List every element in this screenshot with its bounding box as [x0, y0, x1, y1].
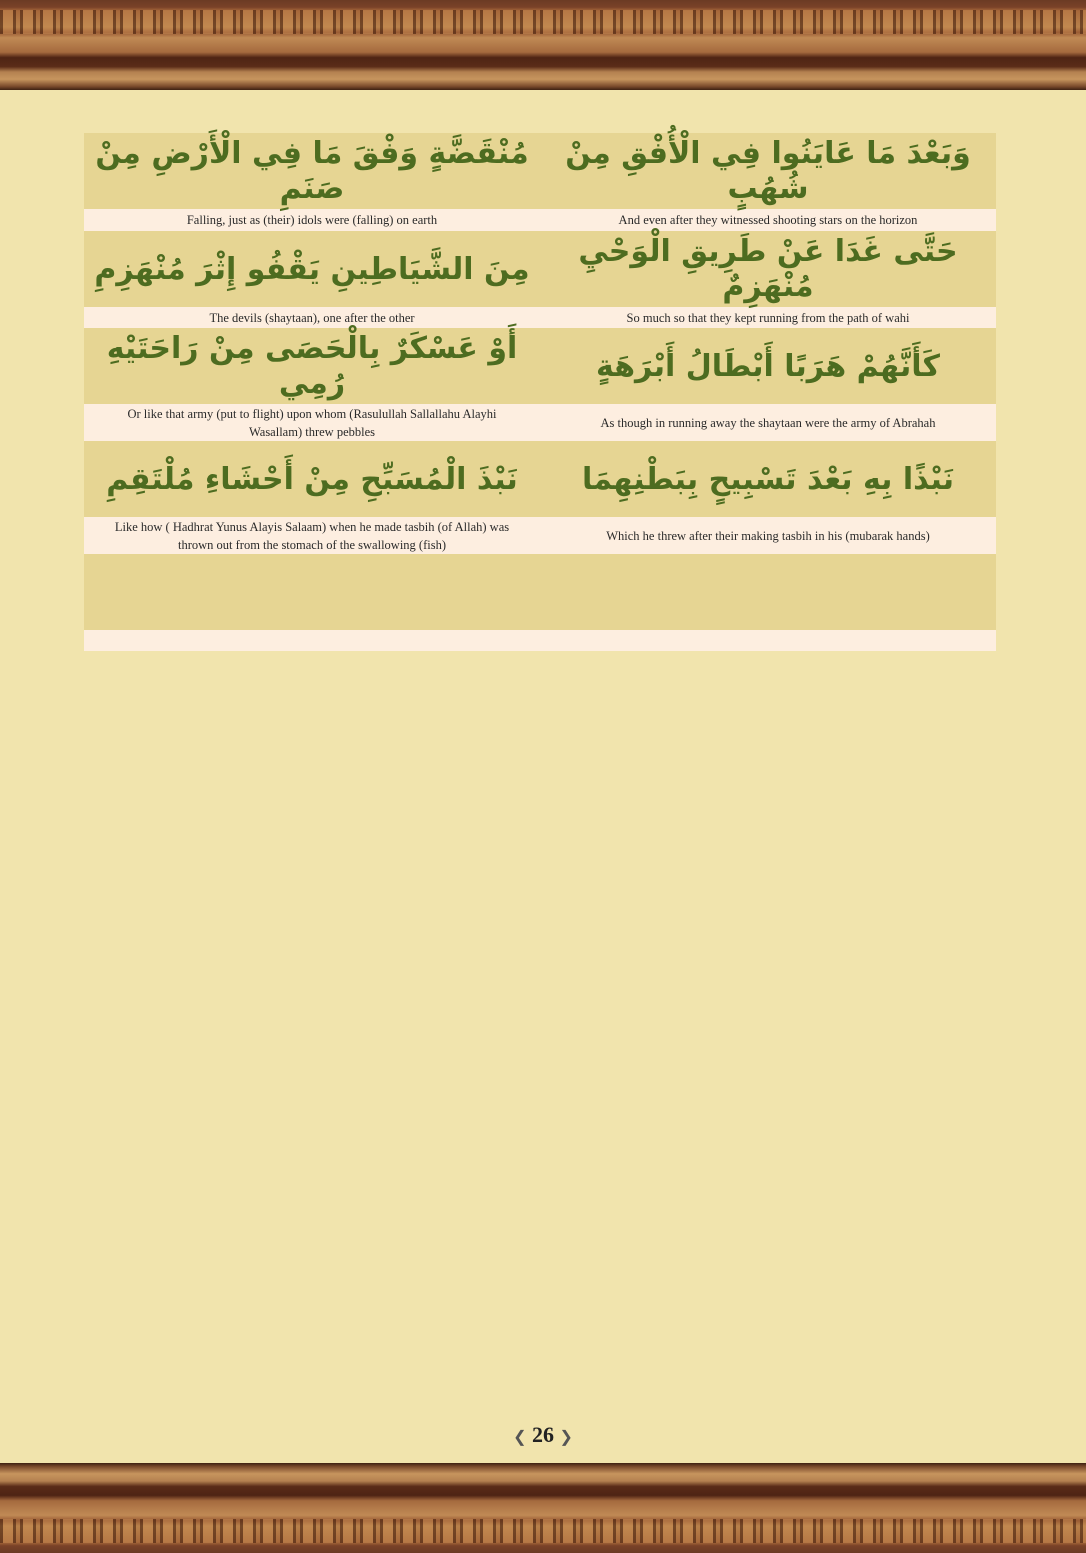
left-translation: The devils (shaytaan), one after the other: [209, 310, 415, 325]
arabic-row: [84, 441, 996, 517]
ornament-right-icon: ❯: [559, 1429, 573, 1446]
right-arabic-verse: كَأَنَّهُمْ هَرَبًا أَبْطَالُ أَبْرَهَةٍ: [596, 348, 940, 384]
empty-translation-row: [84, 630, 996, 651]
left-arabic-verse: نَبْذَ الْمُسَبِّحِ مِنْ أَحْشَاءِ مُلْتَقِمِ: [106, 461, 518, 497]
decorative-bottom-border: [0, 1463, 1086, 1553]
page-number-text: 26: [532, 1422, 554, 1447]
page-number: [0, 1422, 1086, 1448]
right-arabic-verse: حَتَّى غَدَا عَنْ طَرِيقِ الْوَحْيِ مُنْهَزِمٌ: [578, 234, 958, 304]
left-arabic-verse: مِنَ الشَّيَاطِينِ يَقْفُو إِثْرَ مُنْهَزِمِ: [94, 251, 530, 287]
verse-table: [84, 133, 996, 651]
right-arabic-verse: نَبْذًا بِهِ بَعْدَ تَسْبِيحٍ بِبَطْنِهِمَا: [582, 461, 954, 497]
empty-arabic-row: [84, 554, 996, 630]
arabic-row: [84, 231, 996, 307]
right-translation: As though in running away the shaytaan were the army of Abrahah: [600, 415, 936, 430]
right-translation: Which he threw after their making tasbih in his (mubarak hands): [606, 528, 930, 543]
left-arabic-verse: أَوْ عَسْكَرٌ بِالْحَصَى مِنْ رَاحَتَيْهِ رُمِي: [106, 331, 518, 401]
left-arabic-verse: مُنْقَضَّةٍ وَفْقَ مَا فِي الْأَرْضِ مِنْ صَنَمِ: [95, 136, 529, 206]
left-translation: Falling, just as (their) idols were (falling) on earth: [186, 213, 438, 227]
left-translation: Like how ( Hadhrat Yunus Alayis Salaam) when he made tasbih (of Allah) was thrown out from the stomach of the swallowing (fish): [114, 519, 510, 552]
right-arabic-verse: وَبَعْدَ مَا عَايَنُوا فِي الْأُفْقِ مِنْ شُهُبٍ: [565, 136, 971, 206]
right-translation: And even after they witnessed shooting stars on the horizon: [618, 213, 918, 227]
arabic-row: [84, 328, 996, 404]
translation-row: [84, 404, 996, 441]
translation-row: [84, 517, 996, 554]
left-translation: Or like that army (put to flight) upon whom (Rasulullah Sallallahu Alayhi Wasallam) threw pebbles: [127, 406, 497, 439]
decorative-top-border: [0, 0, 1086, 90]
translation-row: [84, 307, 996, 328]
arabic-row: [84, 133, 996, 209]
translation-row: [84, 209, 996, 231]
ornament-left-icon: ❮: [513, 1429, 527, 1446]
right-translation: So much so that they kept running from the path of wahi: [626, 310, 910, 325]
